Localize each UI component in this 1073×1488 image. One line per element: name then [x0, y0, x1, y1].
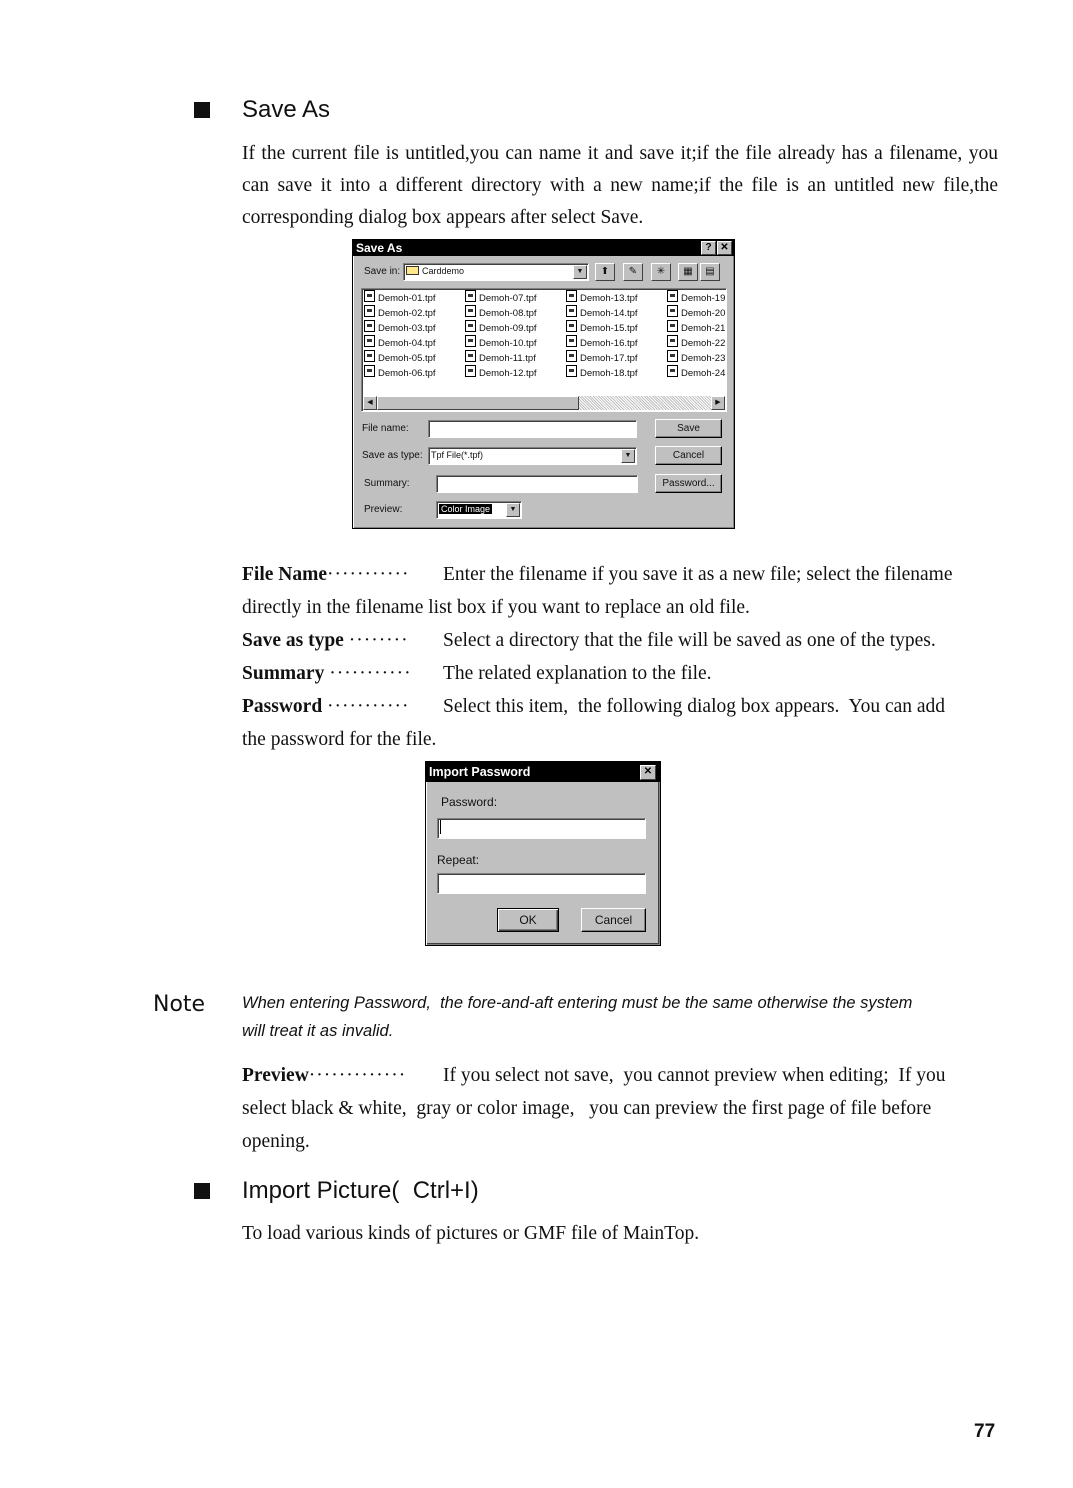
- save-type-value: Tpf File(*.tpf): [431, 450, 484, 460]
- list-item[interactable]: Demoh-17.tpf: [566, 350, 638, 364]
- favorites-icon[interactable]: ✎: [623, 263, 643, 281]
- up-folder-icon[interactable]: ⬆: [595, 263, 615, 281]
- save-dialog-titlebar: [353, 240, 734, 256]
- preview-label: Preview:: [364, 504, 403, 515]
- list-item[interactable]: Demoh-13.tpf: [566, 290, 638, 304]
- save-dialog-title: Save As: [356, 241, 403, 255]
- password-definition: [242, 691, 409, 723]
- summary-input[interactable]: [436, 475, 638, 493]
- password-dialog-title: Import Password: [429, 765, 531, 779]
- section-bullet-icon: [194, 1183, 210, 1199]
- file-icon: [465, 290, 476, 302]
- list-item[interactable]: Demoh-16.tpf: [566, 335, 638, 349]
- list-item[interactable]: Demoh-07.tpf: [465, 290, 537, 304]
- file-name-desc-2: directly in the filename list box if you want to replace an old file.: [242, 597, 750, 618]
- summary-label: Summary:: [364, 478, 410, 489]
- list-item[interactable]: Demoh-10.tpf: [465, 335, 537, 349]
- file-icon: [566, 365, 577, 377]
- file-icon: [566, 335, 577, 347]
- preview-definition: [242, 1060, 406, 1092]
- list-item[interactable]: Demoh-08.tpf: [465, 305, 537, 319]
- save-type-select[interactable]: [428, 447, 637, 465]
- file-icon: [364, 365, 375, 377]
- list-item[interactable]: Demoh-20: [667, 305, 725, 319]
- scroll-left-icon[interactable]: ◀: [363, 396, 377, 410]
- list-item[interactable]: Demoh-04.tpf: [364, 335, 436, 349]
- file-name-term: File Name: [242, 564, 328, 585]
- leader-dots: ········: [348, 630, 409, 651]
- save-in-label: Save in:: [364, 266, 401, 277]
- list-item[interactable]: Demoh-19: [667, 290, 725, 304]
- file-icon: [364, 320, 375, 332]
- preview-value: Color Image: [441, 504, 491, 514]
- file-icon: [667, 365, 678, 377]
- list-item[interactable]: Demoh-24: [667, 365, 725, 379]
- leader-dots: ···········: [327, 564, 410, 585]
- leader-dots: ···········: [327, 696, 410, 717]
- scroll-right-icon[interactable]: ▶: [711, 396, 725, 410]
- save-as-intro: If the current file is untitled,you can name it and save it;if the file already has a filename, you can save it into a different directory with a new name;if the file is an untitled new file,the corresponding dialog box appears after select Save.: [242, 143, 998, 228]
- file-icon: [364, 305, 375, 317]
- list-item[interactable]: Demoh-05.tpf: [364, 350, 436, 364]
- summary-term: Summary: [242, 663, 325, 684]
- summary-desc: The related explanation to the file.: [443, 663, 712, 684]
- preview-desc-3: opening.: [242, 1131, 310, 1152]
- save-as-dialog: [352, 239, 735, 529]
- list-view-icon[interactable]: ▦: [678, 263, 698, 281]
- list-item[interactable]: Demoh-03.tpf: [364, 320, 436, 334]
- preview-term: Preview: [242, 1065, 309, 1086]
- list-item[interactable]: Demoh-01.tpf: [364, 290, 436, 304]
- file-icon: [364, 290, 375, 302]
- file-icon: [667, 335, 678, 347]
- chevron-down-icon[interactable]: ▼: [573, 265, 587, 279]
- file-icon: [566, 305, 577, 317]
- save-type-label: Save as type:: [362, 450, 423, 461]
- file-icon: [667, 320, 678, 332]
- save-type-desc: Select a directory that the file will be saved as one of the types.: [443, 630, 936, 651]
- chevron-down-icon[interactable]: ▼: [621, 449, 635, 463]
- file-icon: [465, 350, 476, 362]
- file-list[interactable]: [361, 288, 727, 412]
- scrollbar-thumb[interactable]: [377, 396, 579, 410]
- details-view-icon[interactable]: ▤: [700, 263, 720, 281]
- list-item[interactable]: Demoh-11.tpf: [465, 350, 536, 364]
- file-icon: [667, 305, 678, 317]
- password-desc-1: Select this item, the following dialog box appears. You can add: [443, 696, 946, 717]
- horizontal-scrollbar[interactable]: [363, 396, 725, 410]
- file-icon: [566, 350, 577, 362]
- chevron-down-icon[interactable]: ▼: [506, 503, 520, 517]
- repeat-input[interactable]: [437, 873, 646, 894]
- file-name-desc-1: Enter the filename if you save it as a new file; select the filename: [443, 564, 953, 585]
- file-icon: [667, 290, 678, 302]
- summary-definition: [242, 658, 412, 690]
- password-desc-2: the password for the file.: [242, 729, 437, 750]
- list-item[interactable]: Demoh-22: [667, 335, 725, 349]
- note-text-2: will treat it as invalid.: [242, 1022, 394, 1040]
- list-item[interactable]: Demoh-21: [667, 320, 725, 334]
- save-as-heading: Save As: [242, 96, 331, 123]
- page-number: 77: [974, 1421, 996, 1442]
- save-type-definition: [242, 625, 409, 657]
- list-item[interactable]: Demoh-06.tpf: [364, 365, 436, 379]
- file-name-input[interactable]: [428, 420, 637, 438]
- file-icon: [465, 365, 476, 377]
- save-in-value: Carddemo: [422, 266, 465, 276]
- import-picture-text: To load various kinds of pictures or GMF file of MainTop.: [242, 1223, 700, 1244]
- password-input[interactable]: [437, 818, 646, 839]
- save-in-dropdown[interactable]: [403, 263, 589, 281]
- file-icon: [465, 320, 476, 332]
- close-icon[interactable]: ✕: [717, 241, 732, 255]
- section-bullet-icon: [194, 102, 210, 118]
- text-cursor: [440, 820, 441, 834]
- save-type-term: Save as type: [242, 630, 344, 651]
- import-picture-heading: Import Picture( Ctrl+I): [242, 1177, 479, 1204]
- file-icon: [566, 290, 577, 302]
- import-password-dialog: [425, 761, 661, 946]
- list-item[interactable]: Demoh-09.tpf: [465, 320, 537, 334]
- save-button[interactable]: Save: [655, 419, 722, 438]
- file-icon: [667, 350, 678, 362]
- leader-dots: ·············: [308, 1065, 407, 1086]
- list-item[interactable]: Demoh-14.tpf: [566, 305, 638, 319]
- note-label: Note: [153, 992, 206, 1017]
- file-icon: [364, 335, 375, 347]
- file-name-label: File name:: [362, 423, 409, 434]
- cancel-button[interactable]: Cancel: [581, 908, 646, 932]
- new-folder-icon[interactable]: ✳: [651, 263, 671, 281]
- file-icon: [465, 305, 476, 317]
- list-item[interactable]: Demoh-02.tpf: [364, 305, 436, 319]
- list-item[interactable]: Demoh-23: [667, 350, 725, 364]
- password-label: Password:: [441, 795, 498, 809]
- list-item[interactable]: Demoh-15.tpf: [566, 320, 638, 334]
- close-icon[interactable]: ✕: [640, 765, 656, 780]
- password-button[interactable]: Password...: [655, 474, 722, 493]
- list-item[interactable]: Demoh-18.tpf: [566, 365, 638, 379]
- help-icon[interactable]: ?: [701, 241, 716, 255]
- note-text-1: When entering Password, the fore-and-aft entering must be the same otherwise the system: [242, 994, 913, 1012]
- password-dialog-titlebar: [426, 762, 660, 782]
- leader-dots: ···········: [329, 663, 412, 684]
- password-term: Password: [242, 696, 323, 717]
- file-icon: [364, 350, 375, 362]
- cancel-button[interactable]: Cancel: [655, 446, 722, 465]
- preview-desc-1: If you select not save, you cannot preview when editing; If you: [443, 1065, 946, 1086]
- file-icon: [465, 335, 476, 347]
- folder-icon: [406, 266, 419, 275]
- repeat-label: Repeat:: [437, 853, 480, 867]
- preview-desc-2: select black & white, gray or color image, you can preview the first page of file before: [242, 1098, 932, 1119]
- file-icon: [566, 320, 577, 332]
- list-item[interactable]: Demoh-12.tpf: [465, 365, 537, 379]
- preview-select[interactable]: [436, 501, 522, 519]
- ok-button[interactable]: OK: [497, 908, 559, 932]
